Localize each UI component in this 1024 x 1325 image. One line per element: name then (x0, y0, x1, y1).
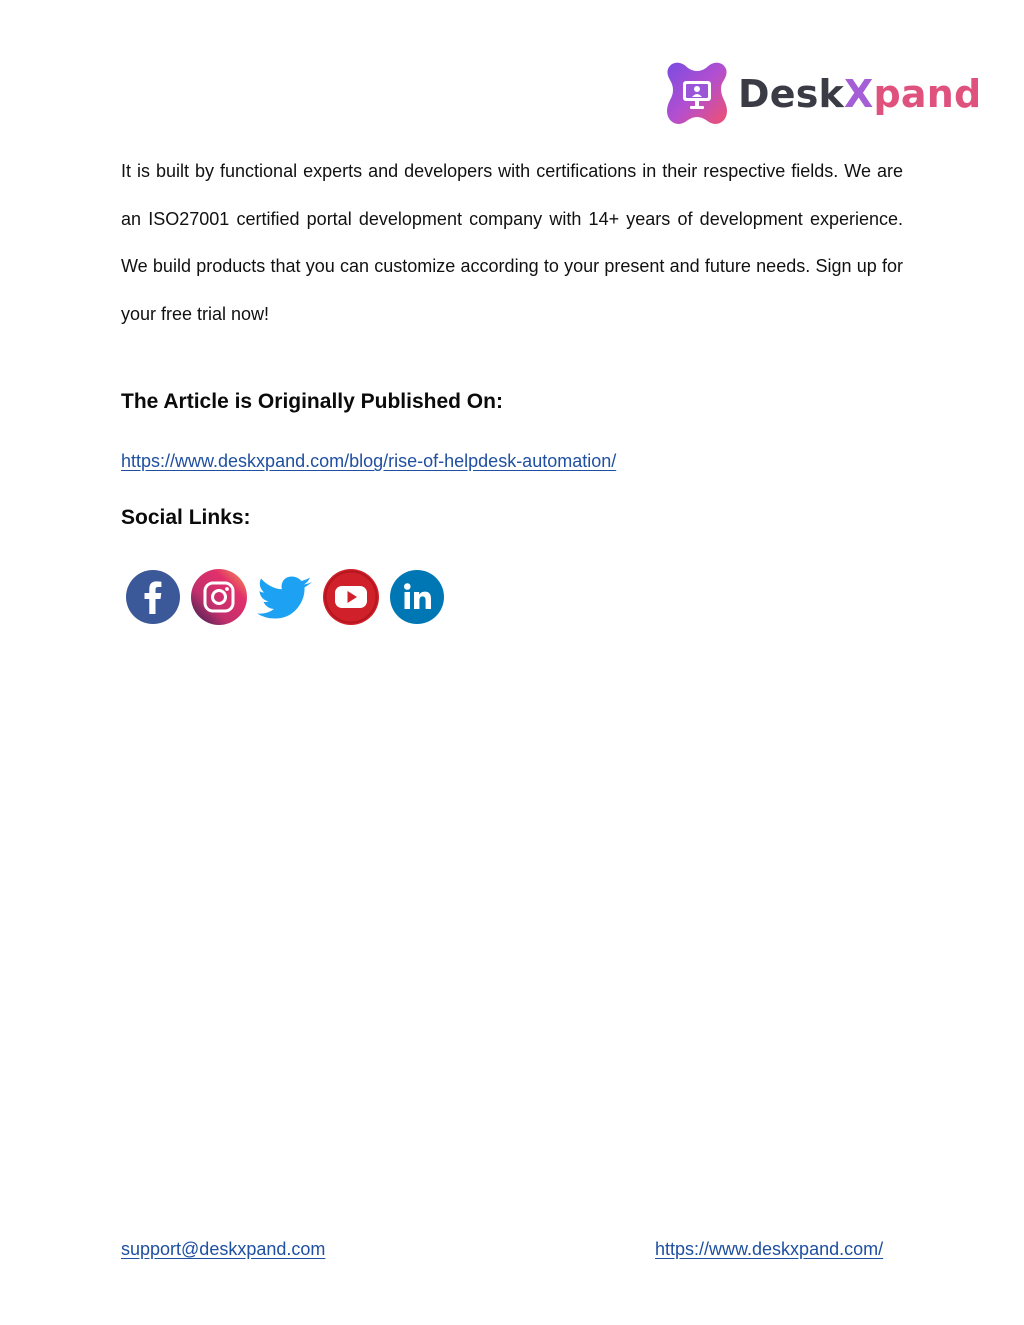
intro-paragraph: It is built by functional experts and developers with certifications in their respective fields. We are an ISO27001 certified portal development company with 14+ years of development experience. We build products that you can customize according to your present and future needs. Sign up for your free trial now! (121, 161, 903, 325)
twitter-link[interactable] (256, 567, 314, 627)
instagram-link[interactable] (190, 567, 248, 627)
twitter-icon (256, 567, 314, 627)
linkedin-icon (388, 567, 446, 627)
facebook-link[interactable] (124, 567, 182, 627)
brand-name-x: X (844, 72, 874, 116)
linkedin-link[interactable] (388, 567, 446, 627)
brand-name-desk: Desk (738, 72, 845, 116)
deskxpand-logo-icon (664, 60, 730, 128)
deskxpand-logo (664, 60, 981, 128)
article-link[interactable]: https://www.deskxpand.com/blog/rise-of-helpdesk-automation/ (121, 451, 617, 471)
website-link[interactable]: https://www.deskxpand.com/ (655, 1239, 884, 1259)
brand-name (738, 72, 982, 116)
brand-name-pand: pand (873, 72, 982, 116)
support-email-link[interactable]: support@deskxpand.com (121, 1239, 326, 1259)
youtube-link[interactable] (322, 567, 380, 627)
published-heading: The Article is Originally Published On: (121, 390, 503, 413)
instagram-icon (190, 567, 248, 627)
facebook-icon (124, 567, 182, 627)
social-links-heading: Social Links: (121, 506, 251, 529)
youtube-icon (322, 567, 380, 627)
social-links (124, 567, 446, 627)
